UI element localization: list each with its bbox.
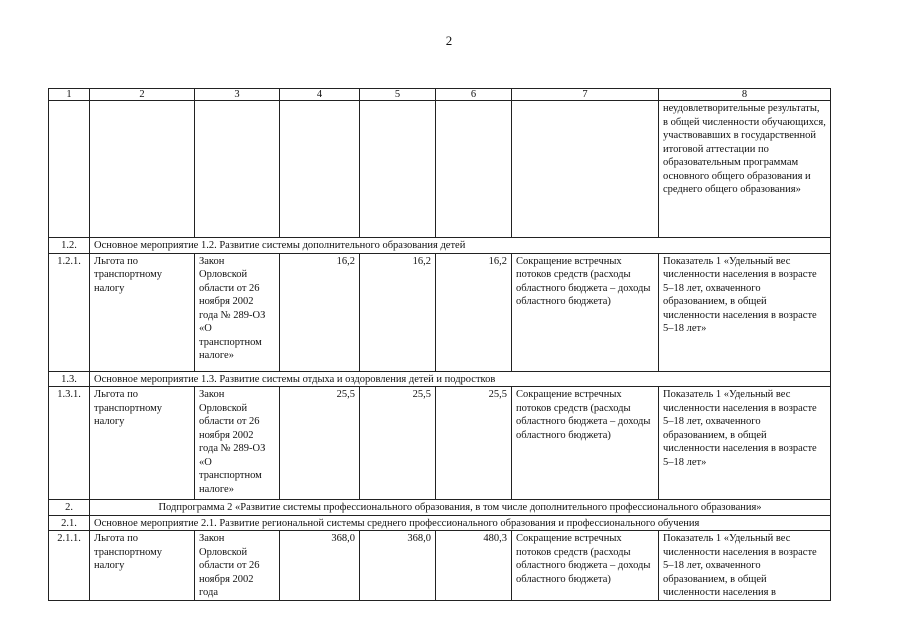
benefit-name: Льгота по транспортному налогу [90,387,195,500]
value-col4: 25,5 [280,387,360,500]
row-id: 2.1. [49,515,90,531]
table-row [49,253,831,371]
row-id: 1.2. [49,238,90,254]
row-id: 2. [49,500,90,516]
row-id: 1.3.1. [49,387,90,500]
col-header-5: 5 [360,89,436,101]
col-header-6: 6 [436,89,512,101]
col-header-3: 3 [195,89,280,101]
value-col4: 368,0 [280,531,360,601]
value-col6: 16,2 [436,253,512,371]
effect-text: Сокращение встречных потоков средств (расходы областного бюджета – доходы областного бюджета) [512,387,659,500]
row-id: 1.3. [49,371,90,387]
continued-indicator-text: неудовлетворительные результаты, в общей численности обучающихся, участвовавших в государственной итоговой аттестации по образовательным программам основного общего образования и среднего общего образования» [659,101,831,238]
table-header-row [49,89,831,101]
row-id: 2.1.1. [49,531,90,601]
col-header-1: 1 [49,89,90,101]
indicator-text: Показатель 1 «Удельный вес численности населения в возрасте 5–18 лет, охваченного образованием, в общей численности населения в возрасте 5–18 лет» [659,253,831,371]
row-id: 1.2.1. [49,253,90,371]
value-col5: 16,2 [360,253,436,371]
legal-basis: Закон Орловской области от 26 ноября 2002 года № 289-ОЗ «О транспортном налоге» [195,387,280,500]
section-row [49,371,831,387]
section-title: Основное мероприятие 2.1. Развитие региональной системы среднего профессионального образования и профессионального обучения [90,515,831,531]
col-header-8: 8 [659,89,831,101]
section-row [49,515,831,531]
indicator-text: Показатель 1 «Удельный вес численности населения в возрасте 5–18 лет, охваченного образованием, в общей численности населения в возрасте 5–18 лет» [659,387,831,500]
effect-text: Сокращение встречных потоков средств (расходы областного бюджета – доходы областного бюджета) [512,531,659,601]
table-row [49,387,831,500]
col-header-4: 4 [280,89,360,101]
col-header-7: 7 [512,89,659,101]
section-row [49,500,831,516]
value-col6: 25,5 [436,387,512,500]
section-row [49,238,831,254]
continuation-row [49,101,831,238]
legal-basis: Закон Орловской области от 26 ноября 2002 года [195,531,280,601]
value-col6: 480,3 [436,531,512,601]
section-title: Основное мероприятие 1.2. Развитие системы дополнительного образования детей [90,238,831,254]
effect-text: Сокращение встречных потоков средств (расходы областного бюджета – доходы областного бюджета) [512,253,659,371]
page-number: 2 [445,33,453,48]
benefits-table [48,88,831,601]
col-header-2: 2 [90,89,195,101]
value-col5: 25,5 [360,387,436,500]
benefit-name: Льгота по транспортному налогу [90,253,195,371]
indicator-text: Показатель 1 «Удельный вес численности населения в возрасте 5–18 лет, охваченного образованием, в общей численности населения в [659,531,831,601]
legal-basis: Закон Орловской области от 26 ноября 2002 года № 289-ОЗ «О транспортном налоге» [195,253,280,371]
value-col5: 368,0 [360,531,436,601]
subprogram-title: Подпрограмма 2 «Развитие системы профессионального образования, в том числе дополнительного профессионального образования» [90,500,831,516]
value-col4: 16,2 [280,253,360,371]
table-row [49,531,831,601]
benefit-name: Льгота по транспортному налогу [90,531,195,601]
section-title: Основное мероприятие 1.3. Развитие системы отдыха и оздоровления детей и подростков [90,371,831,387]
